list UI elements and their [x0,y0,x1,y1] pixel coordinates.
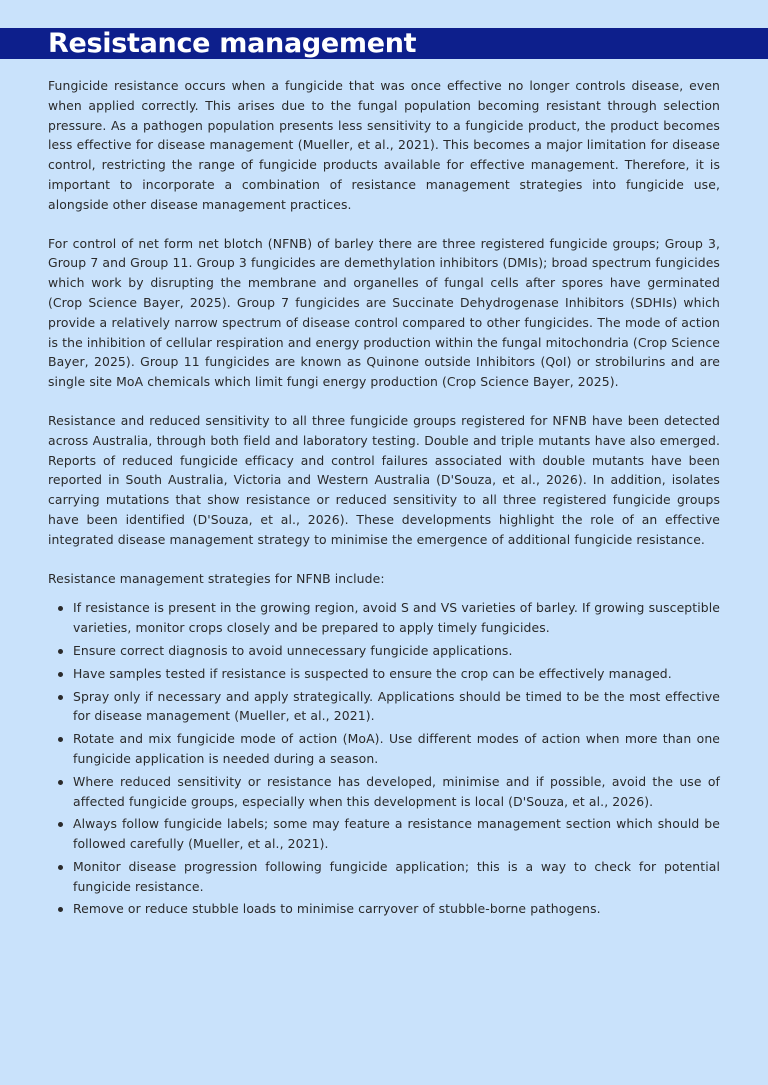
list-item [48,857,720,897]
bullet-icon [58,822,63,827]
list-item-text: Remove or reduce stubble loads to minimise carryover of stubble-borne pathogens. [73,901,601,917]
bullet-icon [58,672,63,677]
bullet-icon [58,649,63,654]
list-item [48,687,720,727]
title-banner [0,28,768,59]
list-item-text: Always follow fungicide labels; some may feature a resistance management section which should be followed carefully (Mueller, et al., 2021). [73,816,720,852]
list-item-text: Ensure correct diagnosis to avoid unnecessary fungicide applications. [73,642,513,658]
list-item-text: Where reduced sensitivity or resistance has developed, minimise and if possible, avoid the use of affected fungicide groups, especially when this development is local (D'Souza, et al., 2026). [73,773,720,809]
list-item-text: If resistance is present in the growing region, avoid S and VS varieties of barley. If growing susceptible varieties, monitor crops closely and be prepared to apply timely fungicides. [73,600,720,636]
document-body [48,76,720,922]
strategy-list [48,598,720,919]
paragraph-resistance-detection: Resistance and reduced sensitivity to all three fungicide groups registered for NFNB have been detected across Australia, through both field and laboratory testing. Double and triple mutants have also emerged. Reports of reduced fungicide efficacy and control failures associated with double mutants have been reported in South Australia, Victoria and Western Australia (D'Souza, et al., 2026). In addition, isolates carrying mutations that show resistance or reduced sensitivity to all three registered fungicide groups have been identified (D'Souza, et al., 2026). These developments highlight the role of an effective integrated disease management strategy to minimise the emergence of additional fungicide resistance. [48,412,720,547]
list-item-text: Have samples tested if resistance is suspected to ensure the crop can be effectively managed. [73,665,672,681]
list-item-text: Spray only if necessary and apply strategically. Applications should be timed to be the most effective for disease management (Mueller, et al., 2021). [73,688,720,724]
list-item [48,814,720,854]
bullet-icon [58,865,63,870]
list-intro: Resistance management strategies for NFNB include: [48,570,385,586]
page-title: Resistance management [48,28,417,59]
list-item [48,641,720,661]
list-item [48,598,720,638]
paragraph-fungicide-groups: For control of net form net blotch (NFNB) of barley there are three registered fungicide groups; Group 3, Group 7 and Group 11. Group 3 fungicides are demethylation inhibitors (DMIs); broad spectrum fungicides which work by disrupting the membrane and organelles of fungal cells after spores have germinated (Crop Science Bayer, 2025). Group 7 fungicides are Succinate Dehydrogenase Inhibitors (SDHIs) which provide a relatively narrow spectrum of disease control compared to other fungicides. The mode of action is the inhibition of cellular respiration and energy production within the fungal mitochondria (Crop Science Bayer, 2025). Group 11 fungicides are known as Quinone outside Inhibitors (QoI) or strobilurins and are single site MoA chemicals which limit fungi energy production (Crop Science Bayer, 2025). [48,235,720,390]
list-item [48,772,720,812]
list-item [48,664,720,684]
list-item [48,899,720,919]
paragraph-resistance-definition: Fungicide resistance occurs when a fungicide that was once effective no longer controls disease, even when applied correctly. This arises due to the fungal population becoming resistant through selection pressure. As a pathogen population presents less sensitivity to a fungicide product, the product becomes less effective for disease management (Mueller, et al., 2021). This becomes a major limitation for disease control, restricting the range of fungicide products available for effective management. Therefore, it is important to incorporate a combination of resistance management strategies into fungicide use, alongside other disease management practices. [48,78,720,212]
bullet-icon [58,606,63,611]
list-item-text: Rotate and mix fungicide mode of action (MoA). Use different modes of action when more than one fungicide application is needed during a season. [73,731,720,766]
list-item [48,729,720,769]
bullet-icon [58,737,63,742]
bullet-icon [58,695,63,700]
bullet-icon [58,780,63,785]
bullet-icon [58,907,63,912]
list-item-text: Monitor disease progression following fungicide application; this is a way to check for potential fungicide resistance. [73,858,720,894]
